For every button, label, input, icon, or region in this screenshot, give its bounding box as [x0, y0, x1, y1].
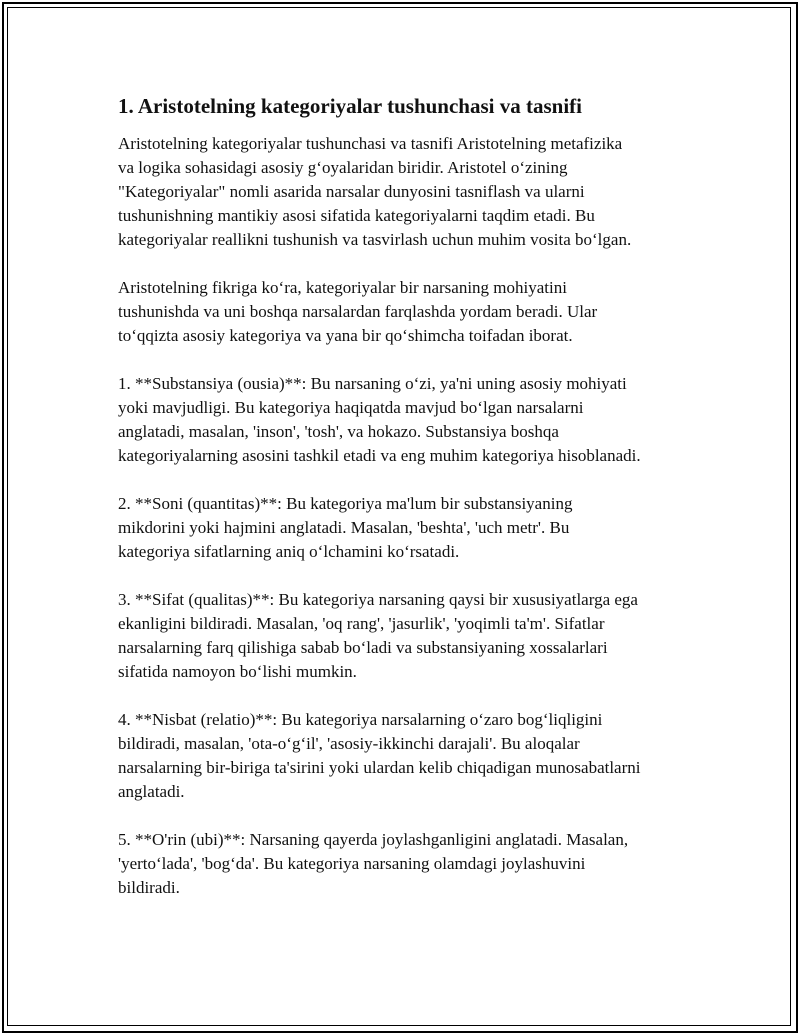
intro-paragraph: Aristotelning kategoriyalar tushunchasi va tasnifi Aristotelning metafizika va logika sohasidagi asosiy g‘oyalaridan biridir. Aristotel o‘zining "Kategoriyalar" nomli asarida narsalar dunyosini tasniflash va ularni tushunishning mantikiy asosi sifatida kategoriyalarni taqdim etadi. Bu kategoriyalar reallikni tushunish va tasvirlash uchun muhim vosita bo‘lgan.	[118, 134, 632, 249]
category-soni-paragraph: 2. **Soni (quantitas)**: Bu kategoriya ma'lum bir substansiyaning mikdorini yoki hajmini anglatadi. Masalan, 'beshta', 'uch metr'. Bu kategoriya sifatlarning aniq o‘lchamini ko‘rsatadi.	[118, 494, 573, 561]
section-heading: 1. Aristotelning kategoriyalar tushunchasi va tasnifi	[118, 94, 582, 118]
category-substansiya-paragraph: 1. **Substansiya (ousia)**: Bu narsaning o‘zi, ya'ni uning asosiy mohiyati yoki mavjudligi. Bu kategoriya haqiqatda mavjud bo‘lgan narsalarni anglatadi, masalan, 'inson', 'tosh', va hokazo. Substansiya boshqa kategoriyalarning asosini tashkil etadi va eng muhim kategoriya hisoblanadi.	[118, 374, 641, 465]
category-sifat-paragraph: 3. **Sifat (qualitas)**: Bu kategoriya narsaning qaysi bir xususiyatlarga ega ekanligini bildiradi. Masalan, 'oq rang', 'jasurlik', 'yoqimli ta'm'. Sifatlar narsalarning farq qilishiga sabab bo‘ladi va substansiyaning xossalarlari sifatida namoyon bo‘lishi mumkin.	[118, 590, 638, 681]
category-orin-paragraph: 5. **O'rin (ubi)**: Narsaning qayerda joylashganligini anglatadi. Masalan, 'yerto‘lada', 'bog‘da'. Bu kategoriya narsaning olamdagi joylashuvini bildiradi.	[118, 830, 629, 897]
overview-paragraph: Aristotelning fikriga ko‘ra, kategoriyalar bir narsaning mohiyatini tushunishda va uni boshqa narsalardan farqlashda yordam beradi. Ular to‘qqizta asosiy kategoriya va yana bir qo‘shimcha toifadan iborat.	[118, 278, 598, 345]
document-body	[118, 92, 698, 924]
category-nisbat-paragraph: 4. **Nisbat (relatio)**: Bu kategoriya narsalarning o‘zaro bog‘liqligini bildiradi, masalan, 'ota-o‘g‘il', 'asosiy-ikkinchi darajali'. Bu aloqalar narsalarning bir-biriga ta'sirini yoki ulardan kelib chiqadigan munosabatlarni anglatadi.	[118, 710, 641, 801]
